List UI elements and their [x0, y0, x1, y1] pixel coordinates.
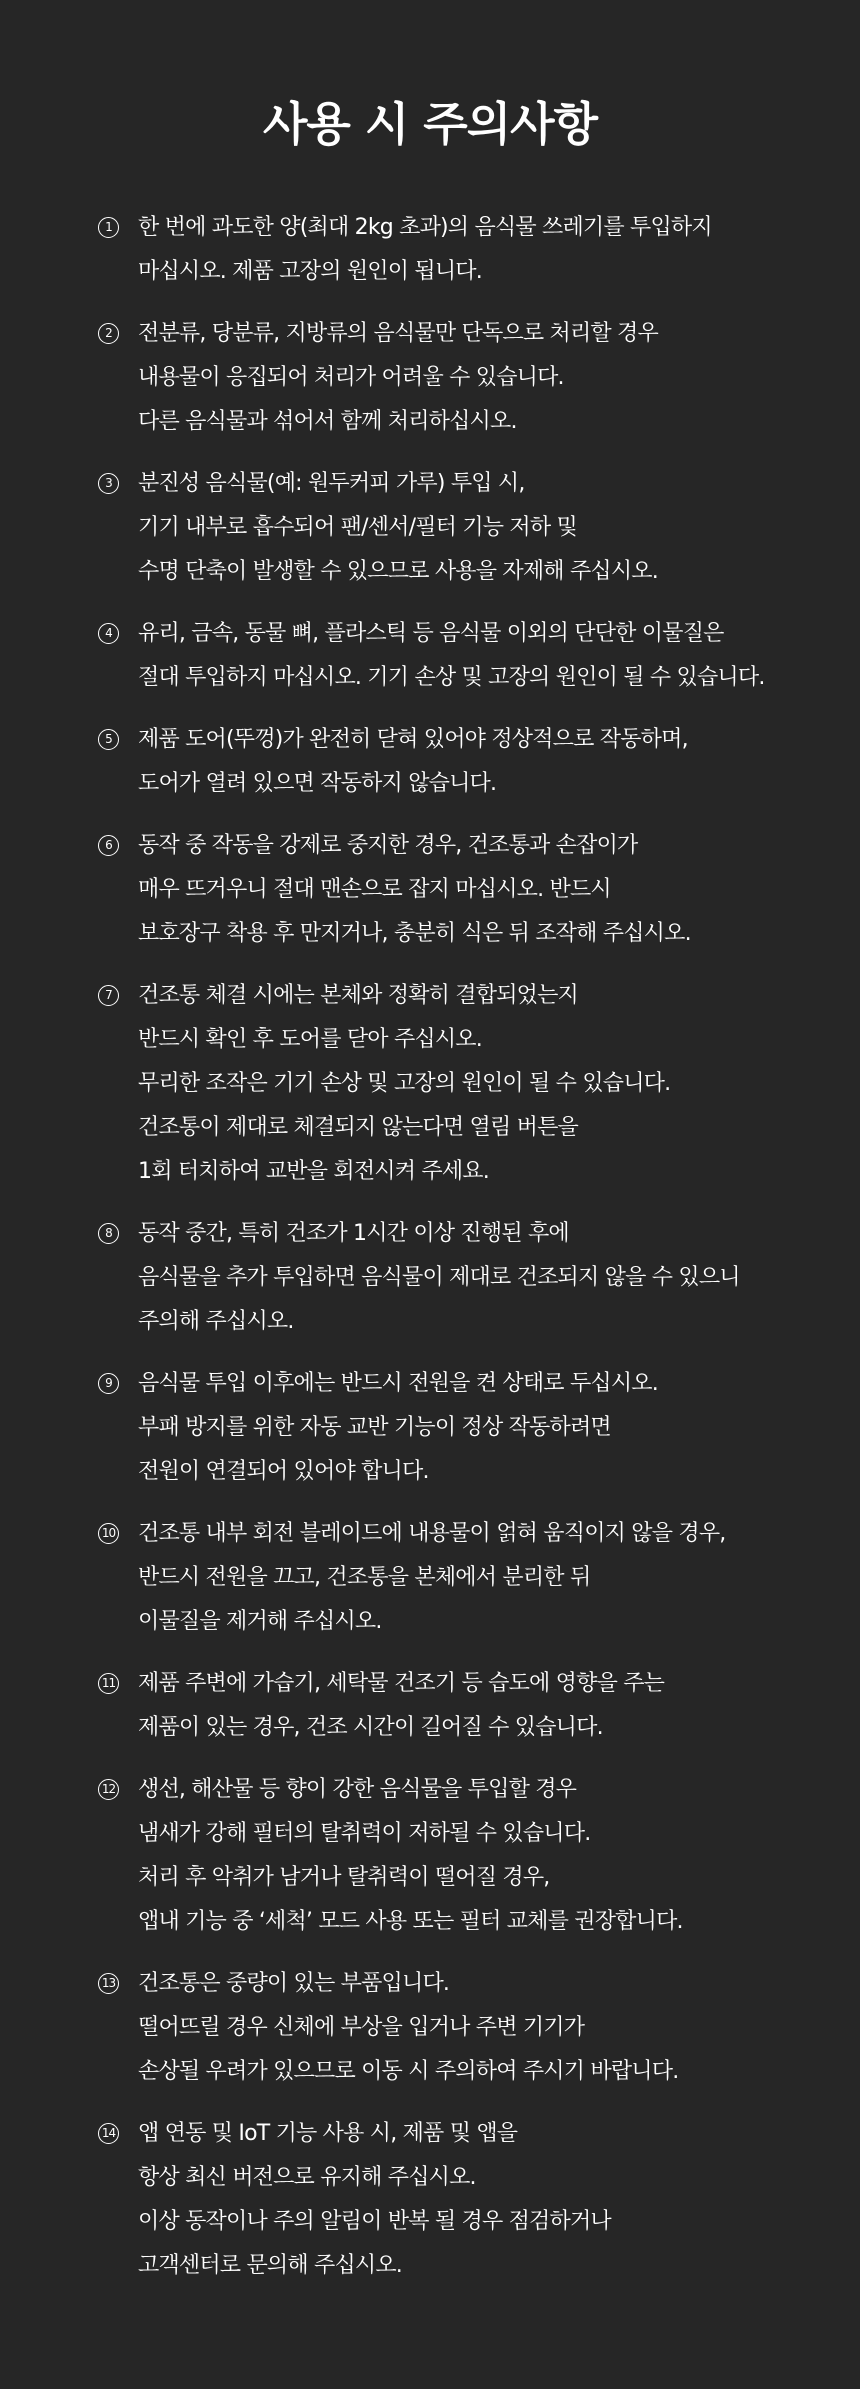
circled-number-badge: 11 — [98, 1673, 119, 1694]
notice-item — [98, 462, 798, 594]
notice-text-line: 항상 최신 버전으로 유지해 주십시오. — [138, 2165, 476, 2190]
circled-number-badge: 13 — [98, 1973, 119, 1994]
notice-text-line: 절대 투입하지 마십시오. 기기 손상 및 고장의 원인이 될 수 있습니다. — [138, 665, 765, 690]
notice-text-line: 제품 주변에 가습기, 세탁물 건조기 등 습도에 영향을 주는 — [138, 1671, 665, 1696]
notice-text-line: 매우 뜨거우니 절대 맨손으로 잡지 마십시오. 반드시 — [138, 877, 611, 902]
notice-text-line: 손상될 우려가 있으므로 이동 시 주의하여 주시기 바랍니다. — [138, 2059, 679, 2084]
notice-item — [98, 974, 798, 1194]
notice-item — [98, 1962, 798, 2094]
notice-item — [98, 718, 798, 806]
notice-text-line: 분진성 음식물(예: 원두커피 가루) 투입 시, — [138, 471, 525, 496]
circled-number-badge: 12 — [98, 1779, 119, 1800]
notice-item — [98, 2112, 798, 2288]
circled-number-badge: 5 — [98, 729, 119, 750]
notice-item — [98, 1662, 798, 1750]
notice-text-line: 이물질을 제거해 주십시오. — [138, 1609, 382, 1634]
notice-text-line: 앱내 기능 중 ‘세척’ 모드 사용 또는 필터 교체를 권장합니다. — [138, 1909, 683, 1934]
notice-text-line: 이상 동작이나 주의 알림이 반복 될 경우 점검하거나 — [138, 2209, 611, 2234]
notice-text-line: 1회 터치하여 교반을 회전시켜 주세요. — [138, 1159, 489, 1184]
notice-text-line: 무리한 조작은 기기 손상 및 고장의 원인이 될 수 있습니다. — [138, 1071, 671, 1096]
notice-text-line: 건조통 체결 시에는 본체와 정확히 결합되었는지 — [138, 983, 579, 1008]
notice-item — [98, 824, 798, 956]
circled-number-badge: 3 — [98, 473, 119, 494]
circled-number-badge: 10 — [98, 1523, 119, 1544]
notice-text-line: 냄새가 강해 필터의 탈취력이 저하될 수 있습니다. — [138, 1821, 591, 1846]
notice-item — [98, 206, 798, 294]
notice-text-line: 제품 도어(뚜껑)가 완전히 닫혀 있어야 정상적으로 작동하며, — [138, 727, 688, 752]
circled-number-badge: 2 — [98, 323, 119, 344]
notice-text-line: 떨어뜨릴 경우 신체에 부상을 입거나 주변 기기가 — [138, 2015, 585, 2040]
notice-text-line: 마십시오. 제품 고장의 원인이 됩니다. — [138, 259, 482, 284]
notice-text-line: 건조통은 중량이 있는 부품입니다. — [138, 1971, 450, 1996]
notice-text-line: 부패 방지를 위한 자동 교반 기능이 정상 작동하려면 — [138, 1415, 611, 1440]
notice-item — [98, 1212, 798, 1344]
circled-number-badge: 6 — [98, 835, 119, 856]
notice-text-line: 음식물 투입 이후에는 반드시 전원을 켠 상태로 두십시오. — [138, 1371, 658, 1396]
notice-text-line: 반드시 전원을 끄고, 건조통을 본체에서 분리한 뒤 — [138, 1565, 591, 1590]
notice-item — [98, 1768, 798, 1944]
notice-text-line: 생선, 해산물 등 향이 강한 음식물을 투입할 경우 — [138, 1777, 577, 1802]
notice-item — [98, 612, 798, 700]
notice-item — [98, 312, 798, 444]
page-title: 사용 시 주의사항 — [262, 97, 598, 151]
notice-text-line: 수명 단축이 발생할 수 있으므로 사용을 자제해 주십시오. — [138, 559, 658, 584]
notice-item — [98, 1512, 798, 1644]
notice-text-line: 동작 중간, 특히 건조가 1시간 이상 진행된 후에 — [138, 1221, 569, 1246]
notice-text-line: 반드시 확인 후 도어를 닫아 주십시오. — [138, 1027, 482, 1052]
circled-number-badge: 1 — [98, 217, 119, 238]
notice-text-line: 도어가 열려 있으면 작동하지 않습니다. — [138, 771, 497, 796]
notice-text-line: 한 번에 과도한 양(최대 2kg 초과)의 음식물 쓰레기를 투입하지 — [138, 215, 712, 240]
notice-text-line: 처리 후 악취가 남거나 탈취력이 떨어질 경우, — [138, 1865, 550, 1890]
circled-number-badge: 8 — [98, 1223, 119, 1244]
notice-text-line: 전분류, 당분류, 지방류의 음식물만 단독으로 처리할 경우 — [138, 321, 658, 346]
notice-text-line: 다른 음식물과 섞어서 함께 처리하십시오. — [138, 409, 517, 434]
notice-text-line: 기기 내부로 흡수되어 팬/센서/필터 기능 저하 및 — [138, 515, 577, 540]
notice-text-line: 보호장구 착용 후 만지거나, 충분히 식은 뒤 조작해 주십시오. — [138, 921, 691, 946]
notice-text-line: 제품이 있는 경우, 건조 시간이 길어질 수 있습니다. — [138, 1715, 603, 1740]
circled-number-badge: 7 — [98, 985, 119, 1006]
notice-text-line: 동작 중 작동을 강제로 중지한 경우, 건조통과 손잡이가 — [138, 833, 638, 858]
notice-text-line: 고객센터로 문의해 주십시오. — [138, 2253, 403, 2278]
notice-text-line: 앱 연동 및 IoT 기능 사용 시, 제품 및 앱을 — [138, 2121, 518, 2146]
notice-text-line: 건조통 내부 회전 블레이드에 내용물이 얽혀 움직이지 않을 경우, — [138, 1521, 726, 1546]
notice-list — [98, 206, 798, 2306]
notice-text-line: 내용물이 응집되어 처리가 어려울 수 있습니다. — [138, 365, 564, 390]
notice-text-line: 전원이 연결되어 있어야 합니다. — [138, 1459, 429, 1484]
circled-number-badge: 14 — [98, 2123, 119, 2144]
notice-item — [98, 1362, 798, 1494]
circled-number-badge: 9 — [98, 1373, 119, 1394]
circled-number-badge: 4 — [98, 623, 119, 644]
notice-text-line: 유리, 금속, 동물 뼈, 플라스틱 등 음식물 이외의 단단한 이물질은 — [138, 621, 724, 646]
notice-text-line: 주의해 주십시오. — [138, 1309, 294, 1334]
notice-text-line: 건조통이 제대로 체결되지 않는다면 열림 버튼을 — [138, 1115, 579, 1140]
notice-text-line: 음식물을 추가 투입하면 음식물이 제대로 건조되지 않을 수 있으니 — [138, 1265, 740, 1290]
